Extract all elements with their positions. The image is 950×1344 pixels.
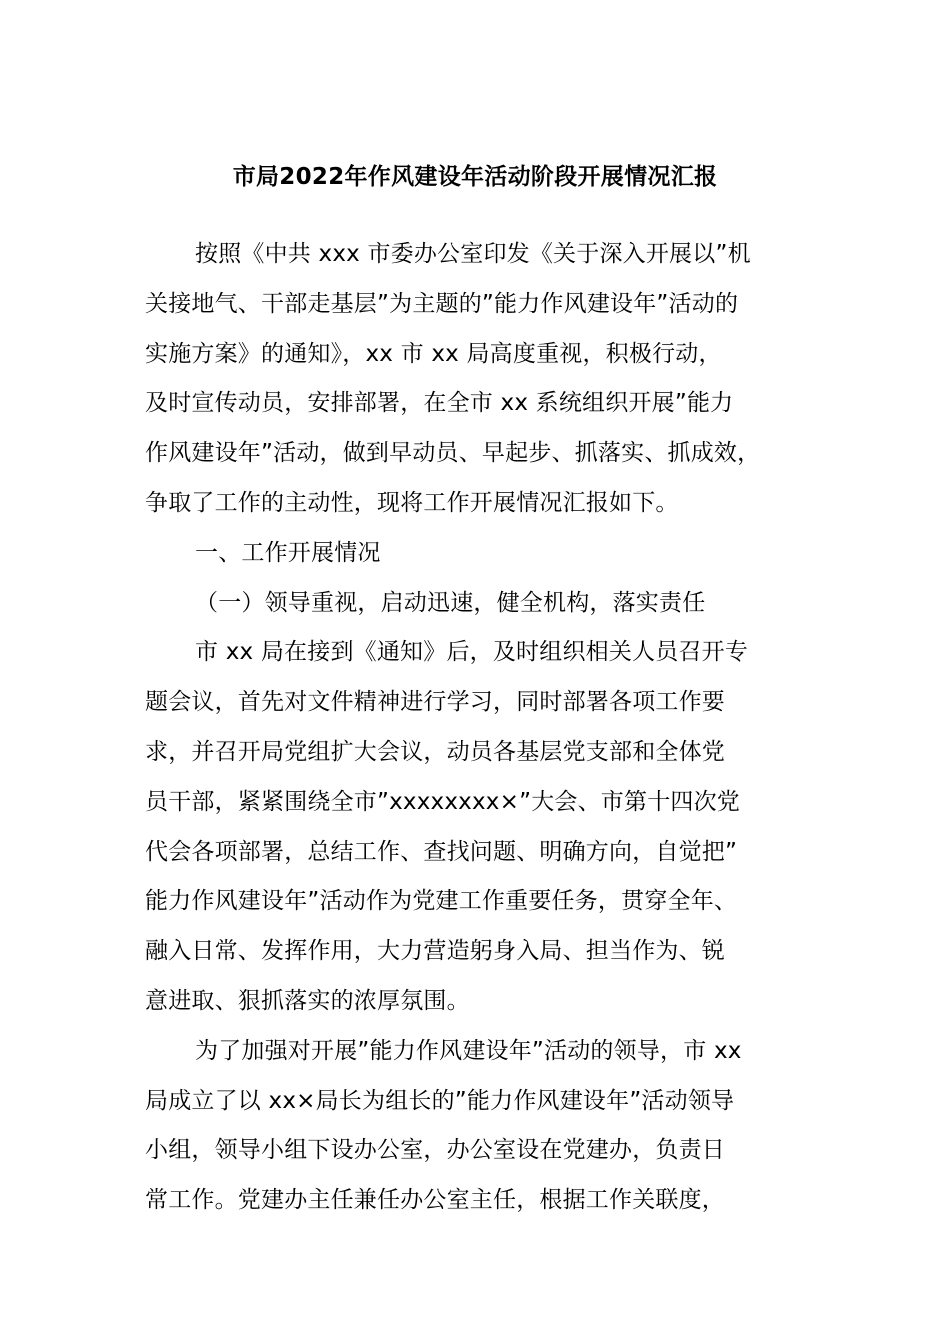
paragraph-line: 能力作风建设年”活动作为党建工作重要任务，贯穿全年、 bbox=[145, 888, 738, 915]
paragraph-line: 题会议，首先对文件精神进行学习，同时部署各项工作要 bbox=[145, 689, 725, 716]
paragraph-line: 常工作。党建办主任兼任办公室主任，根据工作关联度， bbox=[145, 1187, 725, 1214]
paragraph-line: 争取了工作的主动性，现将工作开展情况汇报如下。 bbox=[145, 489, 679, 516]
paragraph-line: 意进取、狠抓落实的浓厚氛围。 bbox=[145, 987, 470, 1014]
paragraph-line: 按照《中共 xxx 市委办公室印发《关于深入开展以”机 bbox=[195, 241, 751, 267]
paragraph-line: 作风建设年”活动，做到早动员、早起步、抓落实、抓成效， bbox=[145, 440, 761, 467]
paragraph-line: 关接地气、干部走基层”为主题的”能力作风建设年”活动的 bbox=[145, 290, 739, 317]
paragraph-line: 局成立了以 xx×局长为组长的”能力作风建设年”活动领导 bbox=[145, 1087, 735, 1114]
paragraph-line: 小组，领导小组下设办公室，办公室设在党建办，负责日 bbox=[145, 1137, 725, 1164]
paragraph-line: 市 xx 局在接到《通知》后，及时组织相关人员召开专 bbox=[195, 639, 749, 666]
section-heading: 一、工作开展情况 bbox=[195, 539, 381, 566]
paragraph-line: 及时宣传动员，安排部署，在全市 xx 系统组织开展”能力 bbox=[145, 390, 734, 417]
document-title: 市局2022年作风建设年活动阶段开展情况汇报 bbox=[232, 164, 718, 190]
paragraph-line: 融入日常、发挥作用，大力营造躬身入局、担当作为、锐 bbox=[145, 938, 725, 965]
paragraph-line: 代会各项部署，总结工作、查找问题、明确方向，自觉把” bbox=[145, 838, 738, 865]
subsection-heading: （一）领导重视，启动迅速，健全机构，落实责任 bbox=[195, 589, 706, 616]
paragraph-line: 员干部，紧紧围绕全市”xxxxxxxx×”大会、市第十四次党 bbox=[145, 788, 740, 815]
document-body bbox=[145, 230, 835, 1226]
paragraph-line: 实施方案》的通知》，xx 市 xx 局高度重视，积极行动， bbox=[145, 340, 722, 367]
paragraph-line: 求，并召开局党组扩大会议，动员各基层党支部和全体党 bbox=[145, 738, 725, 765]
paragraph-line: 为了加强对开展”能力作风建设年”活动的领导，市 xx bbox=[195, 1037, 742, 1064]
